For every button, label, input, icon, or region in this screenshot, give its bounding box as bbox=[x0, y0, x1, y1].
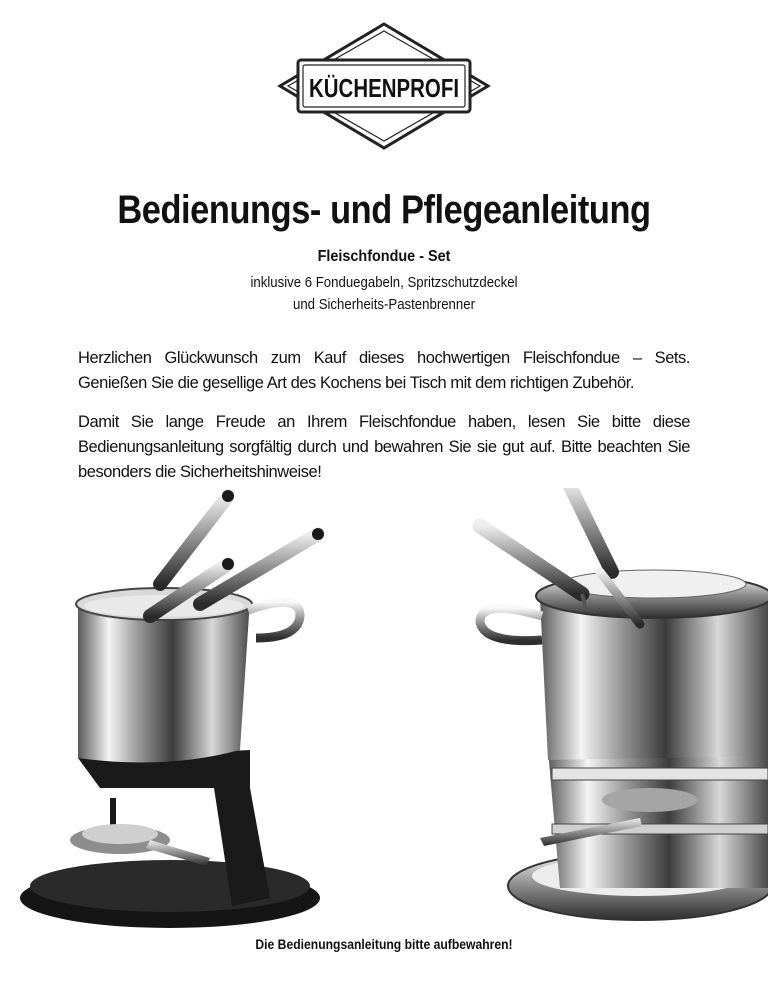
intro-paragraph: Herzlichen Glückwunsch zum Kauf dieses hochwertigen Fleischfondue – Sets. Genießen Sie die gesellige Art des Kochens bei Tisch mit dem richtigen Zubehör. bbox=[78, 349, 690, 392]
brand-name: KÜCHENPROFI bbox=[309, 73, 459, 103]
product-photo bbox=[0, 488, 768, 938]
includes-line-1: inklusive 6 Fonduegabeln, Spritzschutzdeckel bbox=[250, 274, 518, 291]
left-fondue-set bbox=[20, 490, 324, 928]
instruction-paragraph: Damit Sie lange Freude an Ihrem Fleischfondue haben, lesen Sie bitte diese Bedienungsanleitung sorgfältig durch und bewahren Sie sie gut auf. Bitte beachten Sie besonders die Sicherheitshinweise! bbox=[78, 413, 690, 481]
brand-logo bbox=[276, 22, 492, 150]
product-includes bbox=[46, 272, 722, 316]
right-fondue-set bbox=[480, 488, 768, 920]
page-title: Bedienungs- und Pflegeanleitung bbox=[117, 188, 651, 232]
product-subtitle: Fleischfondue - Set bbox=[317, 248, 451, 265]
includes-line-2: und Sicherheits-Pastenbrenner bbox=[293, 296, 475, 313]
footer-note: Die Bedienungsanleitung bitte aufbewahren! bbox=[255, 937, 513, 952]
